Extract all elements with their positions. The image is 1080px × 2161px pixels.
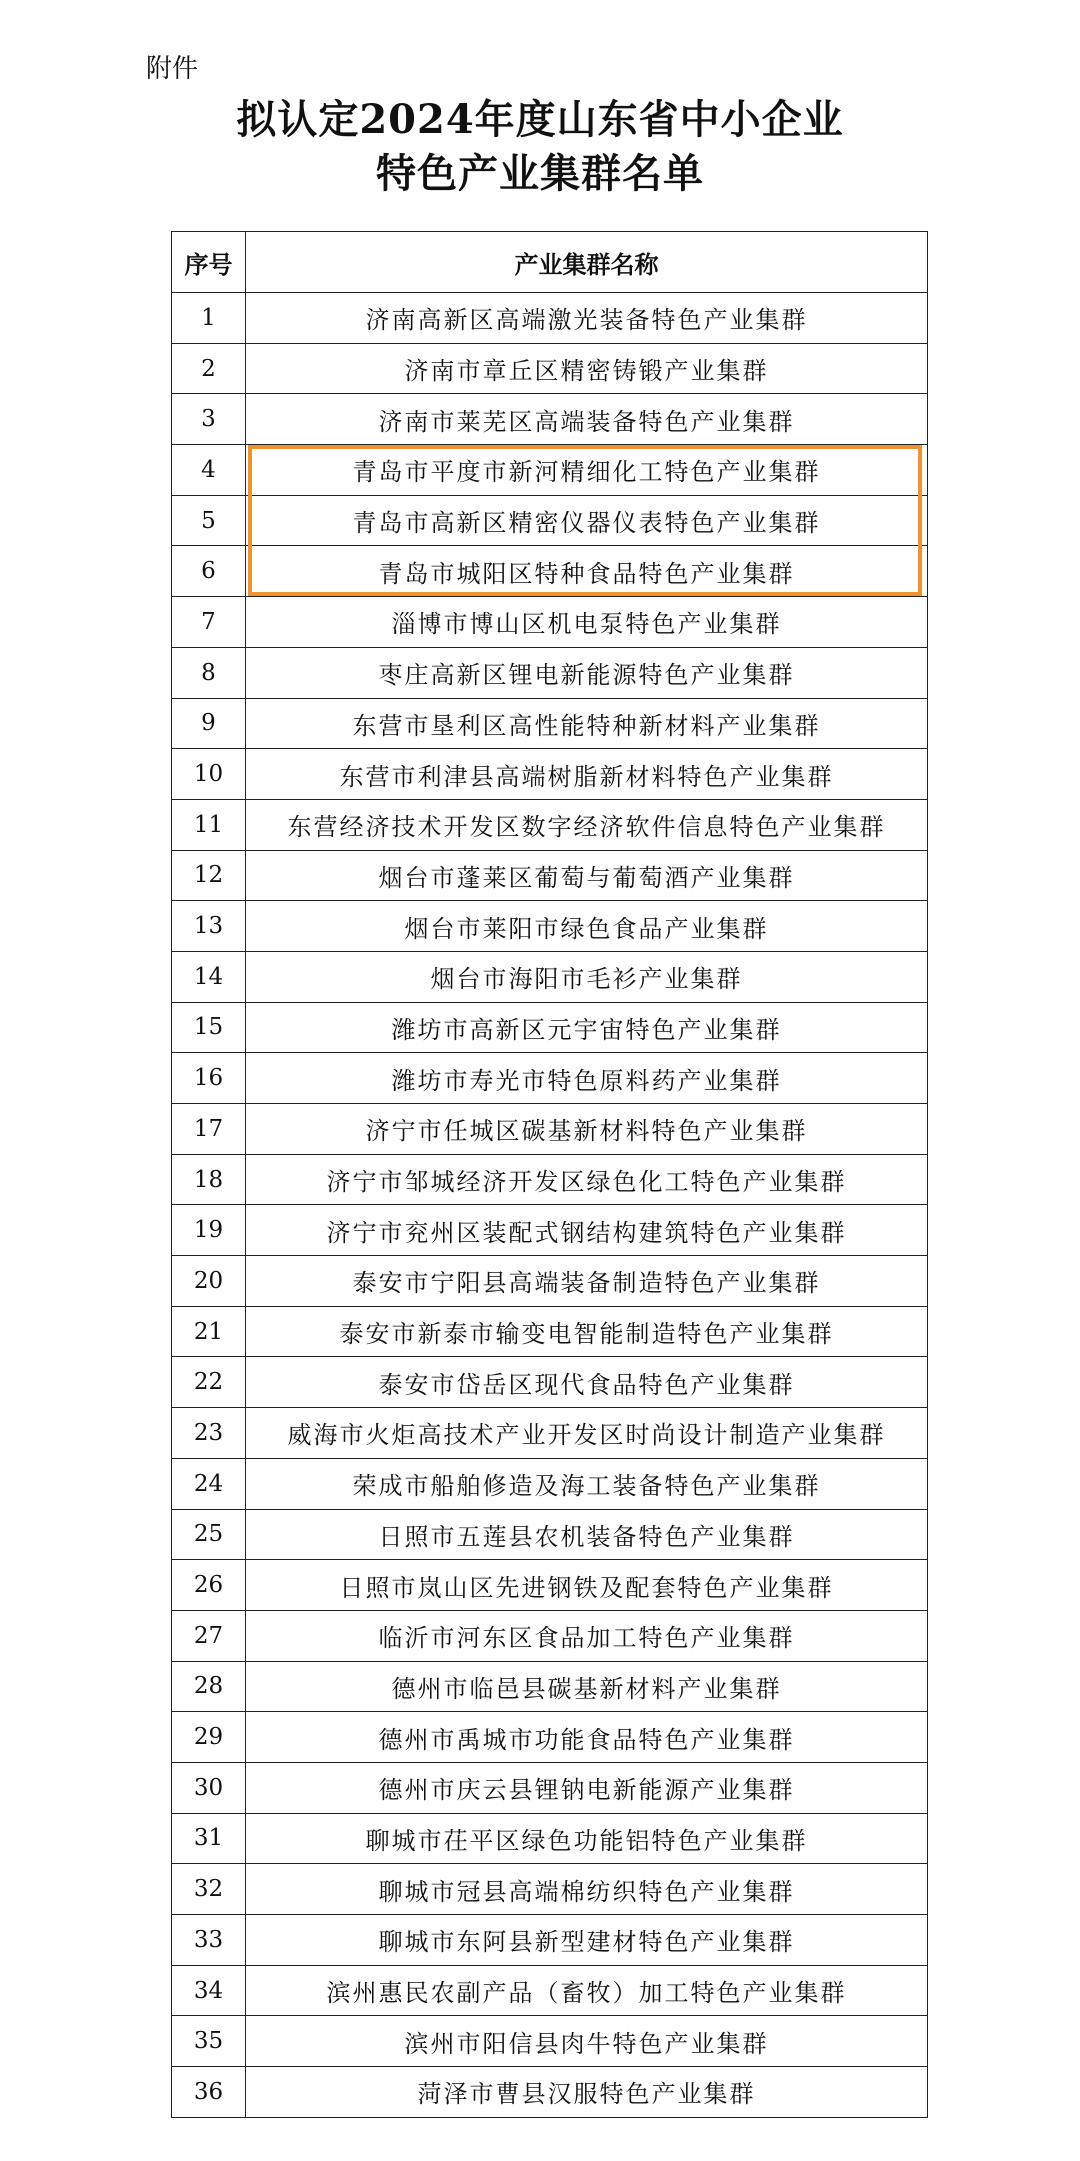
table-row bbox=[172, 850, 928, 901]
row-cluster-name: 济南市章丘区精密铸锻产业集群 bbox=[246, 343, 928, 394]
row-cluster-name: 枣庄高新区锂电新能源特色产业集群 bbox=[246, 647, 928, 698]
row-serial-number: 7 bbox=[172, 597, 246, 648]
row-serial-number: 14 bbox=[172, 951, 246, 1002]
annex-label: 附件 bbox=[146, 54, 199, 84]
cluster-list-table bbox=[171, 231, 928, 2118]
row-cluster-name: 烟台市蓬莱区葡萄与葡萄酒产业集群 bbox=[246, 850, 928, 901]
row-serial-number: 24 bbox=[172, 1458, 246, 1509]
row-serial-number: 21 bbox=[172, 1306, 246, 1357]
row-serial-number: 28 bbox=[172, 1661, 246, 1712]
document-title-line2: 特色产业集群名单 bbox=[376, 150, 704, 197]
table-row bbox=[172, 2067, 928, 2118]
table-row bbox=[172, 1256, 928, 1307]
row-serial-number: 4 bbox=[172, 445, 246, 496]
row-cluster-name: 烟台市海阳市毛衫产业集群 bbox=[246, 951, 928, 1002]
row-cluster-name: 东营市利津县高端树脂新材料特色产业集群 bbox=[246, 749, 928, 800]
table-row bbox=[172, 1205, 928, 1256]
header-cluster-name: 产业集群名称 bbox=[246, 232, 928, 293]
table-row bbox=[172, 901, 928, 952]
row-serial-number: 18 bbox=[172, 1154, 246, 1205]
row-serial-number: 23 bbox=[172, 1408, 246, 1459]
table-row bbox=[172, 1661, 928, 1712]
table-row bbox=[172, 495, 928, 546]
table-row bbox=[172, 1154, 928, 1205]
row-serial-number: 27 bbox=[172, 1610, 246, 1661]
table-row bbox=[172, 951, 928, 1002]
table-row bbox=[172, 2016, 928, 2067]
document-title-line1: 拟认定2024年度山东省中小企业 bbox=[236, 96, 844, 143]
table-row bbox=[172, 546, 928, 597]
table-row bbox=[172, 799, 928, 850]
row-cluster-name: 德州市禹城市功能食品特色产业集群 bbox=[246, 1712, 928, 1763]
row-cluster-name: 青岛市高新区精密仪器仪表特色产业集群 bbox=[246, 495, 928, 546]
table-row bbox=[172, 1965, 928, 2016]
table-row bbox=[172, 1458, 928, 1509]
row-serial-number: 30 bbox=[172, 1762, 246, 1813]
row-cluster-name: 聊城市东阿县新型建材特色产业集群 bbox=[246, 1915, 928, 1966]
row-serial-number: 11 bbox=[172, 799, 246, 850]
row-cluster-name: 济南市莱芜区高端装备特色产业集群 bbox=[246, 394, 928, 445]
row-cluster-name: 泰安市新泰市输变电智能制造特色产业集群 bbox=[246, 1306, 928, 1357]
row-cluster-name: 济宁市邹城经济开发区绿色化工特色产业集群 bbox=[246, 1154, 928, 1205]
row-cluster-name: 东营市垦利区高性能特种新材料产业集群 bbox=[246, 698, 928, 749]
row-cluster-name: 济南高新区高端激光装备特色产业集群 bbox=[246, 293, 928, 344]
row-serial-number: 29 bbox=[172, 1712, 246, 1763]
row-cluster-name: 日照市岚山区先进钢铁及配套特色产业集群 bbox=[246, 1560, 928, 1611]
row-cluster-name: 日照市五莲县农机装备特色产业集群 bbox=[246, 1509, 928, 1560]
table-header-row bbox=[172, 232, 928, 293]
table-row bbox=[172, 394, 928, 445]
row-serial-number: 5 bbox=[172, 495, 246, 546]
row-serial-number: 12 bbox=[172, 850, 246, 901]
header-serial-number: 序号 bbox=[172, 232, 246, 293]
table-row bbox=[172, 1408, 928, 1459]
row-cluster-name: 德州市临邑县碳基新材料产业集群 bbox=[246, 1661, 928, 1712]
table-row bbox=[172, 1306, 928, 1357]
table-row bbox=[172, 445, 928, 496]
table-row bbox=[172, 597, 928, 648]
row-cluster-name: 青岛市城阳区特种食品特色产业集群 bbox=[246, 546, 928, 597]
row-serial-number: 15 bbox=[172, 1002, 246, 1053]
row-serial-number: 3 bbox=[172, 394, 246, 445]
row-cluster-name: 泰安市宁阳县高端装备制造特色产业集群 bbox=[246, 1256, 928, 1307]
row-cluster-name: 济宁市兖州区装配式钢结构建筑特色产业集群 bbox=[246, 1205, 928, 1256]
row-cluster-name: 青岛市平度市新河精细化工特色产业集群 bbox=[246, 445, 928, 496]
row-cluster-name: 滨州惠民农副产品（畜牧）加工特色产业集群 bbox=[246, 1965, 928, 2016]
row-serial-number: 2 bbox=[172, 343, 246, 394]
row-serial-number: 20 bbox=[172, 1256, 246, 1307]
table-row bbox=[172, 1560, 928, 1611]
row-cluster-name: 滨州市阳信县肉牛特色产业集群 bbox=[246, 2016, 928, 2067]
row-serial-number: 26 bbox=[172, 1560, 246, 1611]
row-cluster-name: 泰安市岱岳区现代食品特色产业集群 bbox=[246, 1357, 928, 1408]
table-row bbox=[172, 1104, 928, 1155]
table-row bbox=[172, 1864, 928, 1915]
row-cluster-name: 潍坊市高新区元宇宙特色产业集群 bbox=[246, 1002, 928, 1053]
row-serial-number: 36 bbox=[172, 2067, 246, 2118]
table-row bbox=[172, 1813, 928, 1864]
row-serial-number: 25 bbox=[172, 1509, 246, 1560]
row-serial-number: 17 bbox=[172, 1104, 246, 1155]
table-row bbox=[172, 698, 928, 749]
row-serial-number: 6 bbox=[172, 546, 246, 597]
row-cluster-name: 德州市庆云县锂钠电新能源产业集群 bbox=[246, 1762, 928, 1813]
row-serial-number: 10 bbox=[172, 749, 246, 800]
table-row bbox=[172, 343, 928, 394]
row-cluster-name: 临沂市河东区食品加工特色产业集群 bbox=[246, 1610, 928, 1661]
row-cluster-name: 淄博市博山区机电泵特色产业集群 bbox=[246, 597, 928, 648]
row-cluster-name: 烟台市莱阳市绿色食品产业集群 bbox=[246, 901, 928, 952]
row-cluster-name: 菏泽市曹县汉服特色产业集群 bbox=[246, 2067, 928, 2118]
row-serial-number: 22 bbox=[172, 1357, 246, 1408]
row-cluster-name: 荣成市船舶修造及海工装备特色产业集群 bbox=[246, 1458, 928, 1509]
table-row bbox=[172, 1712, 928, 1763]
row-serial-number: 16 bbox=[172, 1053, 246, 1104]
row-serial-number: 33 bbox=[172, 1915, 246, 1966]
table-row bbox=[172, 1002, 928, 1053]
table-row bbox=[172, 749, 928, 800]
table-row bbox=[172, 1053, 928, 1104]
row-serial-number: 13 bbox=[172, 901, 246, 952]
row-serial-number: 34 bbox=[172, 1965, 246, 2016]
row-serial-number: 32 bbox=[172, 1864, 246, 1915]
row-cluster-name: 济宁市任城区碳基新材料特色产业集群 bbox=[246, 1104, 928, 1155]
row-cluster-name: 聊城市冠县高端棉纺织特色产业集群 bbox=[246, 1864, 928, 1915]
row-serial-number: 1 bbox=[172, 293, 246, 344]
table-row bbox=[172, 1762, 928, 1813]
table-row bbox=[172, 647, 928, 698]
table-row bbox=[172, 1509, 928, 1560]
row-serial-number: 35 bbox=[172, 2016, 246, 2067]
table-row bbox=[172, 1357, 928, 1408]
table-row bbox=[172, 1610, 928, 1661]
row-cluster-name: 东营经济技术开发区数字经济软件信息特色产业集群 bbox=[246, 799, 928, 850]
row-cluster-name: 潍坊市寿光市特色原料药产业集群 bbox=[246, 1053, 928, 1104]
row-serial-number: 8 bbox=[172, 647, 246, 698]
table-body bbox=[172, 293, 928, 2118]
row-cluster-name: 威海市火炬高技术产业开发区时尚设计制造产业集群 bbox=[246, 1408, 928, 1459]
row-serial-number: 19 bbox=[172, 1205, 246, 1256]
row-cluster-name: 聊城市茌平区绿色功能铝特色产业集群 bbox=[246, 1813, 928, 1864]
table-row bbox=[172, 293, 928, 344]
table-row bbox=[172, 1915, 928, 1966]
row-serial-number: 9 bbox=[172, 698, 246, 749]
row-serial-number: 31 bbox=[172, 1813, 246, 1864]
